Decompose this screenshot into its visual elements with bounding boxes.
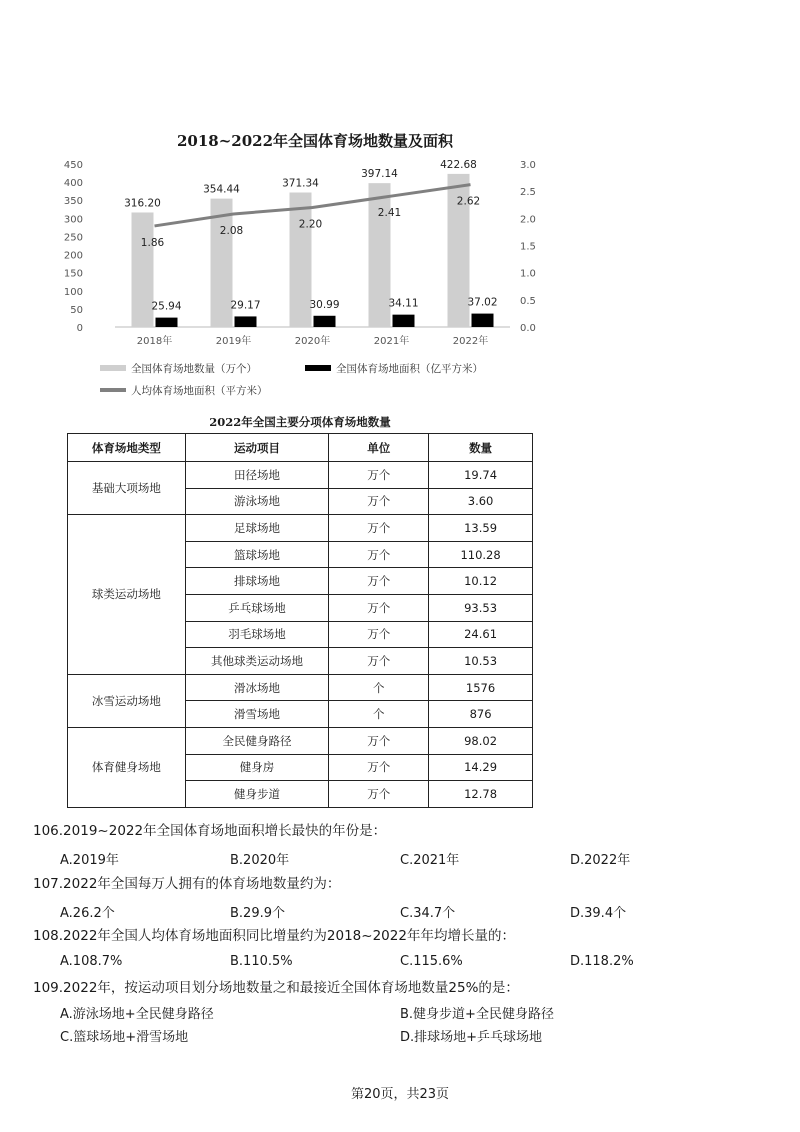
line-label: 2.62	[456, 195, 481, 208]
option-b[interactable]: B.健身步道+全民健身路径	[400, 1007, 554, 1022]
option-d[interactable]: D.排球场地+乒乓球场地	[400, 1030, 543, 1045]
item-cell: 全民健身路径	[185, 727, 329, 754]
legend-label-line: 人均体育场地面积（平方米）	[131, 385, 268, 397]
x-axis-tick: 2019年	[215, 336, 252, 347]
right-axis-tick: 1.0	[520, 268, 536, 280]
count-cell: 1576	[429, 674, 533, 701]
unit-cell: 万个	[329, 727, 429, 754]
bar-count-label: 316.20	[124, 197, 161, 210]
left-axis-tick: 150	[63, 268, 83, 280]
table-row	[68, 727, 533, 754]
bar-area	[156, 318, 178, 327]
count-cell: 98.02	[429, 727, 533, 754]
left-axis-tick: 200	[63, 250, 83, 262]
unit-cell: 万个	[329, 781, 429, 808]
bar-area	[472, 314, 494, 327]
line-label: 2.41	[377, 207, 402, 220]
category-cell: 冰雪运动场地	[68, 674, 186, 727]
question-109: 109.2022年，按运动项目划分场地数量之和最接近全国体育场地数量25%的是：	[33, 980, 519, 996]
left-axis-tick: 100	[63, 286, 83, 298]
option-c[interactable]: C.篮球场地+滑雪场地	[60, 1030, 189, 1045]
item-cell: 羽毛球场地	[185, 621, 329, 648]
option-c[interactable]: C.34.7个	[400, 906, 456, 921]
bar-count-label: 397.14	[361, 168, 398, 181]
count-cell: 13.59	[429, 515, 533, 542]
unit-cell: 万个	[329, 648, 429, 675]
count-cell: 10.12	[429, 568, 533, 595]
legend-label-count: 全国体育场地数量（万个）	[131, 363, 257, 375]
option-a[interactable]: A.108.7%	[60, 954, 123, 969]
option-b[interactable]: B.110.5%	[230, 954, 293, 969]
item-cell: 其他球类运动场地	[185, 648, 329, 675]
line-label: 2.20	[298, 218, 323, 231]
table-row	[68, 674, 533, 701]
bar-area-label: 29.17	[230, 299, 261, 312]
option-d[interactable]: D.39.4个	[570, 906, 627, 921]
option-a[interactable]: A.2019年	[60, 853, 119, 868]
item-cell: 排球场地	[185, 568, 329, 595]
bar-area	[314, 316, 336, 327]
count-cell: 19.74	[429, 462, 533, 489]
bar-area	[235, 316, 257, 327]
line-label: 2.08	[219, 224, 244, 237]
options-106	[60, 849, 760, 869]
unit-cell: 万个	[329, 568, 429, 595]
option-c[interactable]: C.2021年	[400, 853, 460, 868]
header-cell: 数量	[429, 434, 533, 462]
item-cell: 乒乓球场地	[185, 594, 329, 621]
count-cell: 876	[429, 701, 533, 728]
table-row	[68, 462, 533, 489]
item-cell: 足球场地	[185, 515, 329, 542]
count-cell: 24.61	[429, 621, 533, 648]
unit-cell: 万个	[329, 462, 429, 489]
chart-title: 2018~2022年全国体育场地数量及面积	[176, 132, 454, 150]
count-cell: 3.60	[429, 488, 533, 515]
unit-cell: 万个	[329, 594, 429, 621]
chart-svg	[55, 118, 575, 418]
left-axis-tick: 50	[70, 304, 83, 316]
question-106: 106.2019~2022年全国体育场地面积增长最快的年份是：	[33, 823, 387, 839]
unit-cell: 个	[329, 674, 429, 701]
options-108	[60, 954, 760, 974]
left-axis-tick: 300	[63, 214, 83, 226]
right-axis-tick: 2.0	[520, 214, 536, 226]
bar-count	[369, 183, 391, 327]
bar-count-label: 371.34	[282, 177, 319, 190]
item-cell: 健身房	[185, 754, 329, 781]
x-axis-tick: 2021年	[373, 336, 410, 347]
unit-cell: 万个	[329, 488, 429, 515]
x-axis-tick: 2022年	[452, 336, 489, 347]
bar-area-label: 30.99	[309, 298, 340, 311]
legend-swatch-area	[305, 365, 331, 371]
left-axis-tick: 0	[76, 323, 83, 334]
bar-count	[290, 192, 312, 327]
x-axis-tick: 2018年	[136, 336, 173, 347]
unit-cell: 万个	[329, 541, 429, 568]
option-b[interactable]: B.2020年	[230, 853, 290, 868]
option-b[interactable]: B.29.9个	[230, 906, 285, 921]
category-cell: 体育健身场地	[68, 727, 186, 807]
table-body	[68, 462, 533, 808]
right-axis-tick: 0.5	[520, 295, 536, 307]
table-header-row	[68, 434, 533, 462]
line-label: 1.86	[140, 236, 165, 249]
count-cell: 12.78	[429, 781, 533, 808]
stats-table	[67, 433, 533, 808]
table-row	[68, 515, 533, 542]
header-cell: 运动项目	[185, 434, 329, 462]
table-title: 2022年全国主要分项体育场地数量	[209, 415, 391, 429]
page-footer: 第20页，共23页	[350, 1087, 450, 1102]
right-axis-tick: 1.5	[520, 241, 536, 253]
item-cell: 篮球场地	[185, 541, 329, 568]
unit-cell: 万个	[329, 621, 429, 648]
count-cell: 14.29	[429, 754, 533, 781]
x-axis-tick: 2020年	[294, 336, 331, 347]
header-cell: 单位	[329, 434, 429, 462]
category-cell: 球类运动场地	[68, 515, 186, 675]
unit-cell: 万个	[329, 754, 429, 781]
left-axis-tick: 450	[63, 160, 83, 171]
header-cell: 体育场地类型	[68, 434, 186, 462]
item-cell: 滑雪场地	[185, 701, 329, 728]
bar-area-label: 37.02	[467, 296, 498, 309]
option-a[interactable]: A.游泳场地+全民健身路径	[60, 1007, 214, 1022]
right-axis-tick: 0.0	[520, 323, 536, 334]
item-cell: 健身步道	[185, 781, 329, 808]
option-c[interactable]: C.115.6%	[400, 954, 463, 969]
bar-count	[132, 212, 154, 327]
bar-count-label: 422.68	[440, 158, 477, 171]
left-axis-tick: 350	[63, 196, 83, 208]
option-a[interactable]: A.26.2个	[60, 906, 115, 921]
item-cell: 游泳场地	[185, 488, 329, 515]
item-cell: 田径场地	[185, 462, 329, 489]
bar-area	[393, 315, 415, 327]
question-107: 107.2022年全国每万人拥有的体育场地数量约为：	[33, 876, 341, 892]
left-axis-tick: 250	[63, 232, 83, 244]
right-axis-tick: 2.5	[520, 187, 536, 199]
chart	[55, 118, 575, 418]
legend-swatch-count	[100, 365, 126, 371]
bar-area-label: 25.94	[151, 300, 182, 313]
left-axis-tick: 400	[63, 178, 83, 190]
options-109	[60, 1003, 760, 1047]
count-cell: 93.53	[429, 594, 533, 621]
options-107	[60, 902, 760, 922]
option-d[interactable]: D.2022年	[570, 853, 631, 868]
count-cell: 110.28	[429, 541, 533, 568]
legend-label-area: 全国体育场地面积（亿平方米）	[336, 363, 483, 375]
bar-count-label: 354.44	[203, 183, 240, 196]
unit-cell: 个	[329, 701, 429, 728]
category-cell: 基础大项场地	[68, 462, 186, 515]
legend-swatch-line	[100, 388, 126, 392]
option-d[interactable]: D.118.2%	[570, 954, 634, 969]
unit-cell: 万个	[329, 515, 429, 542]
bar-area-label: 34.11	[388, 297, 419, 310]
right-axis-tick: 3.0	[520, 160, 536, 171]
item-cell: 滑冰场地	[185, 674, 329, 701]
count-cell: 10.53	[429, 648, 533, 675]
question-108: 108.2022年全国人均体育场地面积同比增量约为2018~2022年年均增长量的：	[33, 928, 515, 944]
